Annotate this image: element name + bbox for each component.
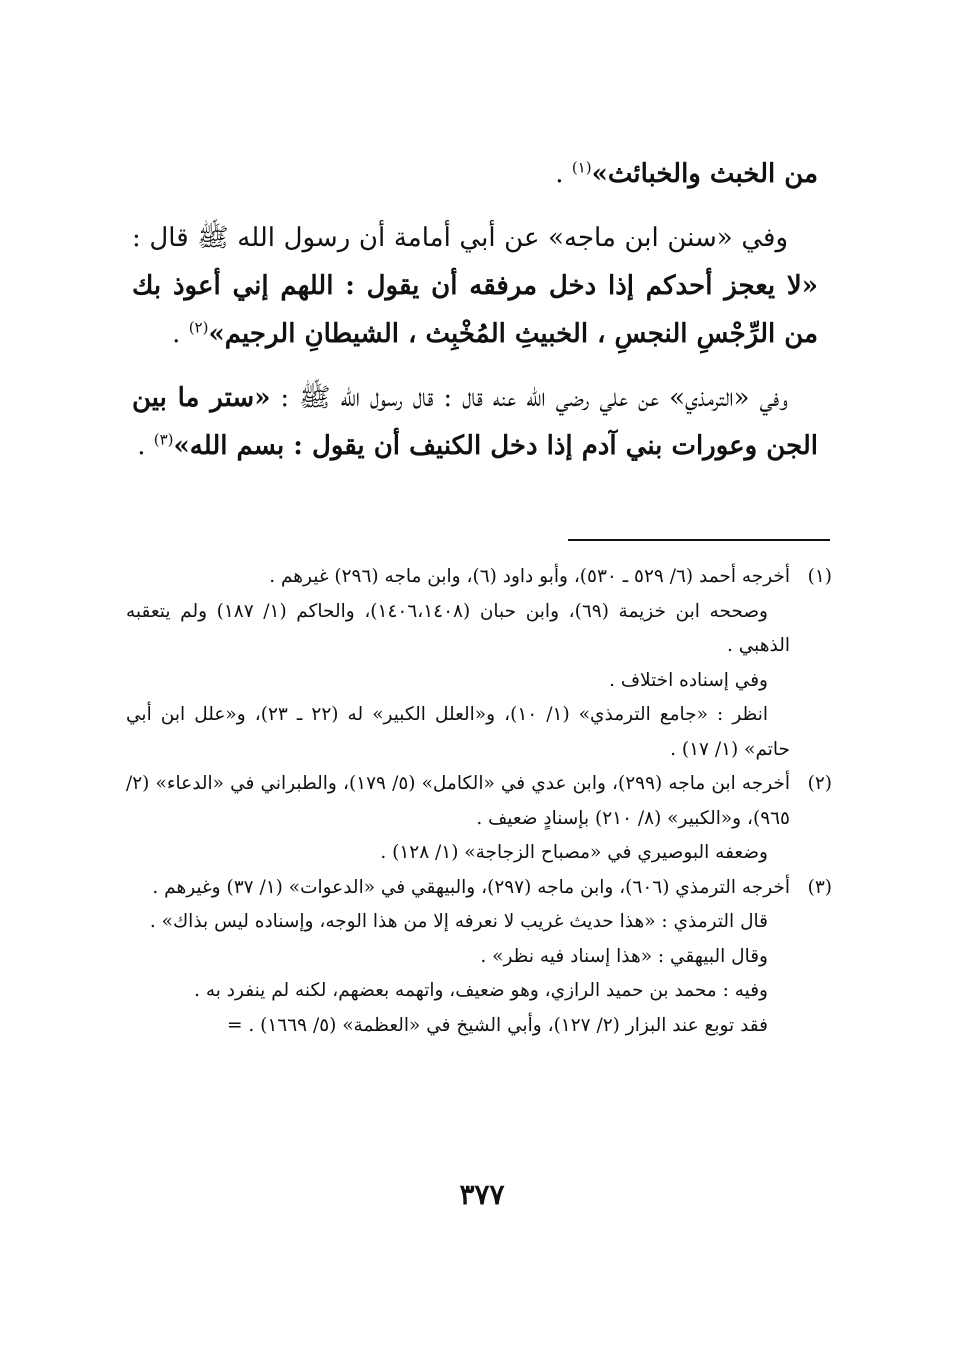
- footnote-line: وضعفه البوصيري في «مصباح الزجاجة» (١/ ١٢٨) .: [380, 842, 768, 863]
- hadith-text: «لا يعجز أحدكم إذا دخل مرفقه أن يقول : اللهم إني أعوذ بك من الرِّجْسِ النجسِ ، الخبيثِ المُخْبِث ، الشيطانِ الرجيم»: [132, 271, 818, 349]
- footnote-number: (٢): [807, 773, 832, 794]
- paragraph-2: [132, 214, 818, 358]
- footnote-line: فقد توبع عند البزار (٢/ ١٢٧)، وأبي الشيخ في «العظمة» (٥/ ١٦٦٩) . =: [226, 1014, 768, 1036]
- punctuation: .: [137, 431, 154, 461]
- footnotes: [126, 560, 832, 1043]
- footnote-number: (١): [807, 566, 832, 587]
- page-number: ٣٧٧: [459, 1178, 505, 1211]
- narration-text: وفي «سنن ابن ماجه» عن أبي أمامة أن رسول الله ﷺ قال :: [132, 223, 788, 253]
- footnote-line: وصححه ابن خزيمة (٦٩)، وابن حبان (١٤٠٦،١٤٠٨)، والحاكم (١/ ١٨٧) ولم يتعقبه الذهبي .: [126, 600, 790, 656]
- quote-text: من الخبث والخبائث»: [591, 159, 818, 189]
- footnote-number: (٣): [807, 876, 832, 898]
- footnote-line: وقال البيهقي : «هذا إسناد فيه نظر» .: [480, 945, 768, 967]
- footnote-line: أخرجه أحمد (٦/ ٥٢٩ ـ ٥٣٠)، وأبو داود (٦)، وابن ماجه (٢٩٦) غيرهم .: [269, 566, 790, 587]
- footnote-line: قال الترمذي : «هذا حديث غريب لا نعرفه إلا من هذا الوجه، وإسناده ليس بذاك» .: [149, 911, 768, 932]
- footnote-ref: (٢): [188, 318, 209, 337]
- footnote-line: وفيه : محمد بن حميد الرازي، وهو ضعيف، واتهمه بعضهم، لكنه لم ينفرد به .: [194, 980, 768, 1001]
- main-text: [132, 150, 818, 486]
- paragraph-3: [132, 374, 818, 470]
- footnote-line: أخرجه ابن ماجه (٢٩٩)، وابن عدي في «الكامل» (٥/ ١٧٩)، والطبراني في «الدعاء» (٢/ ٩٦٥)، و«الكبير» (٨/ ٢١٠) بإسنادٍ ضعيف .: [126, 773, 790, 829]
- footnote-ref: (١): [571, 158, 592, 177]
- hadith-text: «ستر ما بين الجن وعورات بني آدم إذا دخل الكنيف أن يقول : بسم الله»: [132, 383, 818, 461]
- punctuation: .: [172, 319, 189, 349]
- paragraph-1: [132, 150, 818, 198]
- footnote-2: [126, 767, 832, 871]
- footnote-line: انظر : «جامع الترمذي» (١/ ١٠)، و«العلل الكبير» له (٢٢ ـ ٢٣)، و«علل ابن أبي حاتم» (١/ ١٧) .: [126, 704, 790, 760]
- footnote-line: أخرجه الترمذي (٦٠٦)، وابن ماجه (٢٩٧)، والبيهقي في «الدعوات» (١/ ٣٧) وغيرهم .: [152, 876, 790, 898]
- narration-text: وفي «الترمذي» عن علي رضي الله عنه قال : قال رسول الله ﷺ :: [270, 383, 788, 413]
- footnote-1: [126, 560, 832, 767]
- footnote-ref: (٣): [153, 430, 174, 449]
- footnote-line: وفي إسناده اختلاف .: [609, 669, 768, 691]
- footnote-separator: [568, 539, 830, 541]
- punctuation: .: [555, 159, 572, 189]
- footnote-3: [126, 871, 832, 1044]
